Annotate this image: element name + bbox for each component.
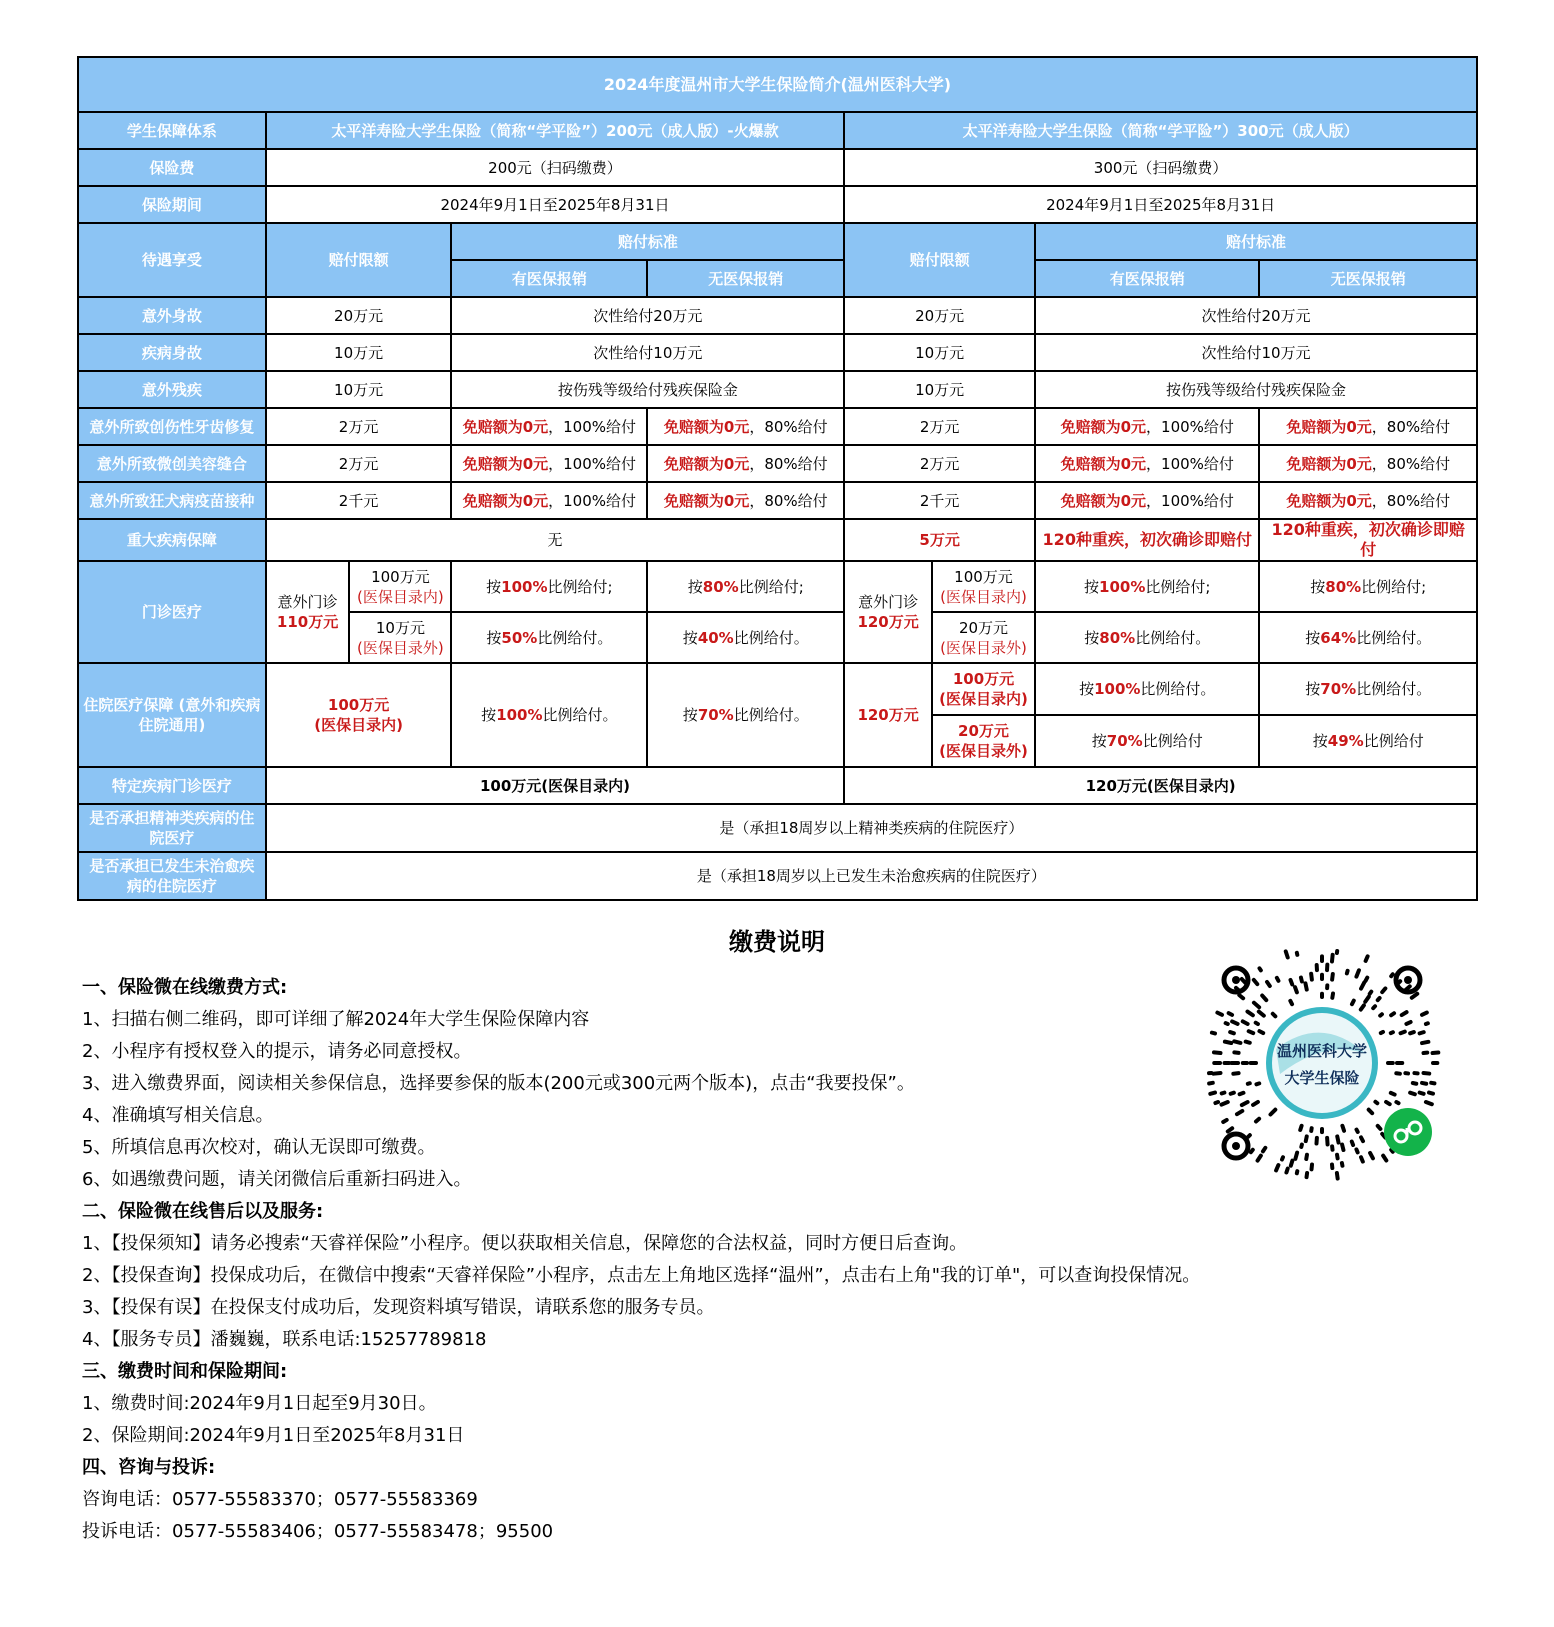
plan-b-special-disease: 120万元(医保目录内): [844, 767, 1477, 804]
qr-dot: [1332, 974, 1333, 980]
qr-dot: [1230, 1032, 1234, 1033]
plan-a-limit: 2千元: [266, 482, 452, 519]
qr-dot: [1286, 1169, 1287, 1173]
wechat-mini-program-icon: [1384, 1108, 1432, 1156]
row-label: 特定疾病门诊医疗: [78, 767, 266, 804]
qr-dot: [1375, 1102, 1377, 1103]
qr-dot: [1424, 1073, 1430, 1074]
qr-dot: [1365, 997, 1369, 1002]
plan-a-with-insurance: 免赔额为0元，100%给付: [451, 482, 647, 519]
row-label: 是否承担已发生未治愈疾病的住院医疗: [78, 852, 266, 900]
qr-dot: [1217, 1013, 1222, 1015]
qr-dot: [1267, 982, 1270, 986]
qr-dot: [1270, 1110, 1275, 1115]
qr-dot: [1259, 968, 1260, 970]
qr-dot: [1231, 1093, 1234, 1094]
plan-a-limit: 10万元: [266, 334, 452, 371]
qr-dot: [1240, 1093, 1244, 1094]
plan-a-with-insurance: 按100%比例给付;: [451, 561, 647, 612]
qr-dot: [1256, 1119, 1259, 1122]
plan-a-period: 2024年9月1日至2025年8月31日: [266, 186, 845, 223]
qr-dot: [1286, 951, 1288, 957]
qr-dot: [1342, 1126, 1344, 1131]
plan-b-with-insurance: 按100%比例给付。: [1035, 663, 1259, 715]
qr-dot: [1210, 1093, 1215, 1094]
qr-dot: [1396, 1102, 1398, 1103]
qr-dot: [1256, 1083, 1259, 1084]
qr-dot: [1306, 1136, 1307, 1141]
qr-dot: [1251, 1150, 1253, 1152]
insurance-table: [77, 56, 1478, 901]
plan-a-standard-header: 赔付标准: [451, 223, 844, 260]
qr-dot: [1410, 1093, 1415, 1095]
qr-dot: [1301, 978, 1302, 982]
qr-dot: [1212, 1033, 1215, 1034]
qr-dot: [1342, 1145, 1343, 1150]
row-label: 是否承担精神类疾病的住院医疗: [78, 804, 266, 852]
qr-dot: [1291, 980, 1293, 984]
qr-dot: [1332, 994, 1333, 998]
plan-b-without-insurance: 免赔额为0元，80%给付: [1259, 445, 1477, 482]
qr-dot: [1433, 1053, 1439, 1054]
qr-dot: [1248, 1135, 1250, 1137]
qr-dot: [1431, 1083, 1434, 1084]
note-line: 1、扫描右侧二维码，即可详细了解2024年大学生保险保障内容: [82, 1009, 590, 1030]
plan-b-in-list-limit: 100万元 (医保目录内): [932, 561, 1035, 612]
qr-dot: [1301, 1145, 1302, 1147]
row-label: 保险期间: [78, 186, 266, 223]
note-line: 2、小程序有授权登入的提示，请务必同意授权。: [82, 1041, 472, 1062]
qr-dot: [1356, 1149, 1357, 1152]
plan-b-without-insurance: 120种重疾，初次确诊即赔付: [1259, 519, 1477, 561]
qr-dot: [1234, 1041, 1240, 1043]
qr-dot: [1215, 1102, 1218, 1103]
plan-b-with-insurance: 120种重疾，初次确诊即赔付: [1035, 519, 1259, 561]
qr-dot: [1391, 1093, 1395, 1095]
qr-dot: [1263, 1148, 1265, 1152]
qr-dot: [1420, 1032, 1424, 1033]
qr-dot: [1248, 1083, 1250, 1084]
plan-a-out-list-limit: 10万元 (医保目录外): [349, 612, 451, 663]
plan-b-name: 太平洋寿险大学生保险（简称“学平险”）300元（成人版）: [844, 112, 1477, 149]
qr-dot: [1262, 996, 1266, 1001]
qr-dot: [1256, 1023, 1258, 1024]
qr-dot: [1399, 981, 1400, 983]
qr-dot: [1233, 1073, 1238, 1074]
plan-a-without-insurance: 按70%比例给付。: [647, 663, 844, 767]
plan-a-without-insurance: 按40%比例给付。: [647, 612, 844, 663]
qr-dot: [1413, 1083, 1416, 1084]
plan-b-limit: 2千元: [844, 482, 1035, 519]
qr-dot: [1254, 980, 1258, 984]
qr-dot: [1347, 971, 1348, 974]
mental-illness-coverage: 是（承担18周岁以上精神类疾病的住院医疗）: [266, 804, 1477, 852]
qr-dot: [1420, 1093, 1424, 1094]
qr-dot: [1282, 1157, 1283, 1159]
plan-a-premium: 200元（扫码缴费）: [266, 149, 845, 186]
qr-dot: [1402, 1012, 1407, 1015]
qr-finder-center: [1232, 976, 1240, 984]
plan-b-in-list-limit: 100万元 (医保目录内): [932, 663, 1035, 715]
qr-dot: [1366, 978, 1368, 981]
row-label: 意外所致创伤性牙齿修复: [78, 408, 266, 445]
plan-b-inpatient-total: 120万元: [844, 663, 932, 767]
plan-a-limit: 10万元: [266, 371, 452, 408]
qr-dot: [1332, 955, 1333, 962]
qr-dot: [1357, 1130, 1358, 1132]
qr-dot: [1242, 979, 1246, 983]
qr-dot: [1406, 1022, 1410, 1024]
row-label: 住院医疗保障 (意外和疾病住院通用): [78, 663, 266, 767]
plan-b-without-insurance: 按64%比例给付。: [1259, 612, 1477, 663]
plan-b-standard: 按伤残等级给付残疾保险金: [1035, 371, 1477, 408]
plan-b-standard-header: 赔付标准: [1035, 223, 1477, 260]
qr-dot: [1401, 1032, 1405, 1034]
plan-b-out-list-limit: 20万元 (医保目录外): [932, 612, 1035, 663]
qr-dot: [1307, 1173, 1308, 1177]
plan-a-in-list-limit: 100万元 (医保目录内): [349, 561, 451, 612]
plan-b-limit: 2万元: [844, 408, 1035, 445]
row-label: 意外残疾: [78, 371, 266, 408]
plan-a-without-insurance: 免赔额为0元，80%给付: [647, 482, 844, 519]
plan-b-limit: 10万元: [844, 334, 1035, 371]
section-heading: 三、缴费时间和保险期间:: [82, 1361, 288, 1382]
section-heading: 四、咨询与投诉:: [82, 1457, 216, 1478]
plan-b-limit: 5万元: [844, 519, 1035, 561]
plan-a-with-insurance: 免赔额为0元，100%给付: [451, 408, 647, 445]
qr-dot: [1259, 1031, 1263, 1033]
qr-dot: [1361, 1157, 1363, 1161]
qr-dot: [1366, 956, 1368, 961]
plan-a-special-disease: 100万元(医保目录内): [266, 767, 845, 804]
qr-dot: [1214, 1073, 1221, 1074]
row-label: 保险费: [78, 149, 266, 186]
plan-a-without-insurance: 免赔额为0元，80%给付: [647, 445, 844, 482]
plan-a-critical-illness: 无: [266, 519, 845, 561]
qr-dot: [1295, 1153, 1297, 1159]
note-line: 4、准确填写相关信息。: [82, 1105, 274, 1126]
table-title: 2024年度温州市大学生保险简介(温州医科大学): [78, 57, 1477, 112]
preexisting-coverage: 是（承担18周岁以上已发生未治愈疾病的住院医疗）: [266, 852, 1477, 900]
qr-dot: [1342, 1163, 1343, 1166]
note-line: 2、【投保查询】投保成功后，在微信中搜索“天睿祥保险”小程序，点击左上角地区选择“温州”，点击右上角"我的订单"，可以查询投保情况。: [82, 1265, 1201, 1286]
plan-a-standard: 次性给付20万元: [451, 297, 844, 334]
row-label: 意外身故: [78, 297, 266, 334]
plan-b-without-insurance: 免赔额为0元，80%给付: [1259, 482, 1477, 519]
qr-dot: [1221, 1102, 1227, 1105]
qr-dot: [1229, 1013, 1232, 1015]
qr-dot: [1290, 1001, 1292, 1004]
qr-dot: [1378, 998, 1380, 1000]
plan-b-limit-header: 赔付限额: [844, 223, 1035, 297]
row-label: 待遇享受: [78, 223, 266, 297]
qr-finder-center: [1404, 976, 1412, 984]
plan-a-with-insurance-header: 有医保报销: [451, 260, 647, 297]
qr-dot: [1247, 1012, 1252, 1016]
plan-a-limit: 2万元: [266, 408, 452, 445]
qr-dot: [1246, 1042, 1250, 1043]
plan-a-with-insurance: 按50%比例给付。: [451, 612, 647, 663]
plan-b-with-insurance: 按70%比例给付: [1035, 715, 1259, 767]
qr-dot: [1356, 970, 1359, 976]
plan-a-name: 太平洋寿险大学生保险（简称“学平险”）200元（成人版）-火爆款: [266, 112, 845, 149]
qr-dot: [1228, 1128, 1232, 1131]
qr-dot: [1214, 1052, 1221, 1053]
qr-dot: [1391, 1032, 1393, 1033]
qr-dot: [1209, 1083, 1213, 1084]
note-line: 1、【投保须知】请务必搜索“天睿祥保险”小程序。便以获取相关信息，保障您的合法权益，同时方便日后查询。: [82, 1233, 968, 1254]
plan-a-with-insurance: 免赔额为0元，100%给付: [451, 445, 647, 482]
qr-dot: [1254, 1003, 1259, 1008]
qr-dot: [1222, 1093, 1225, 1094]
plan-b-standard: 次性给付10万元: [1035, 334, 1477, 371]
qr-dot: [1300, 1126, 1301, 1130]
qr-dot: [1373, 1006, 1375, 1008]
plan-a-limit-header: 赔付限额: [266, 223, 452, 297]
plan-b-without-insurance: 按70%比例给付。: [1259, 663, 1477, 715]
plan-a-limit: 20万元: [266, 297, 452, 334]
plan-b-with-insurance: 免赔额为0元，100%给付: [1035, 482, 1259, 519]
plan-b-with-insurance-header: 有医保报销: [1035, 260, 1259, 297]
qr-dot: [1243, 1021, 1248, 1024]
plan-b-period: 2024年9月1日至2025年8月31日: [844, 186, 1477, 223]
qr-dot: [1234, 1052, 1238, 1053]
note-line: 2、保险期间:2024年9月1日至2025年8月31日: [82, 1425, 465, 1446]
qr-dot: [1378, 1126, 1381, 1129]
qr-dot: [1305, 983, 1306, 989]
qr-dot: [1295, 987, 1297, 992]
plan-a-without-insurance-header: 无医保报销: [647, 260, 844, 297]
qr-dot: [1258, 1156, 1261, 1161]
plan-b-with-insurance: 按80%比例给付。: [1035, 612, 1259, 663]
note-line: 3、【投保有误】在投保支付成功后，发现资料填写错误，请联系您的服务专员。: [82, 1297, 715, 1318]
qr-dot: [1380, 1014, 1382, 1015]
section-heading: 一、保险微在线缴费方式:: [82, 977, 288, 998]
qr-dot: [1276, 1165, 1278, 1170]
plan-b-with-insurance: 按100%比例给付;: [1035, 561, 1259, 612]
plan-a-standard: 按伤残等级给付残疾保险金: [451, 371, 844, 408]
plan-b-premium: 300元（扫码缴费）: [844, 149, 1477, 186]
qr-dot: [1382, 988, 1385, 992]
note-line: 咨询电话：0577-55583370；0577-55583369: [82, 1489, 478, 1510]
plan-a-with-insurance: 按100%比例给付。: [451, 663, 647, 767]
note-line: 1、缴费时间:2024年9月1日起至9月30日。: [82, 1393, 437, 1414]
qr-dot: [1386, 1102, 1390, 1104]
row-label: 重大疾病保障: [78, 519, 266, 561]
plan-a-inpatient-limit: 100万元 (医保目录内): [266, 663, 452, 767]
note-line: 5、所填信息再次校对，确认无误即可缴费。: [82, 1137, 436, 1158]
qr-finder-center: [1232, 1142, 1240, 1150]
qr-dot: [1232, 1021, 1237, 1024]
plan-a-standard: 次性给付10万元: [451, 334, 844, 371]
qr-dot: [1223, 1120, 1226, 1122]
qr-dot: [1426, 1023, 1428, 1024]
mini-program-qr-code[interactable]: [1196, 944, 1448, 1182]
qr-dot: [1337, 1173, 1338, 1179]
qr-dot: [1429, 1093, 1433, 1094]
plan-a-outpatient-total: 意外门诊 110万元: [266, 561, 350, 663]
qr-dot: [1410, 1032, 1414, 1033]
qr-label-line1: 温州医科大学: [1276, 1042, 1368, 1060]
qr-dot: [1383, 1156, 1386, 1161]
qr-dot: [1426, 1102, 1432, 1104]
qr-dot: [1369, 1110, 1372, 1113]
qr-dot: [1412, 994, 1417, 998]
qr-dot: [1391, 1013, 1394, 1015]
plan-a-without-insurance: 按80%比例给付;: [647, 561, 844, 612]
qr-dot: [1291, 1161, 1293, 1166]
plan-b-limit: 20万元: [844, 297, 1035, 334]
plan-a-without-insurance: 免赔额为0元，80%给付: [647, 408, 844, 445]
qr-dot: [1239, 995, 1243, 998]
qr-dot: [1237, 1111, 1242, 1114]
row-label: 学生保障体系: [78, 112, 266, 149]
plan-b-without-insurance: 按49%比例给付: [1259, 715, 1477, 767]
qr-dot: [1242, 1102, 1248, 1105]
plan-a-limit: 2万元: [266, 445, 452, 482]
plan-b-with-insurance: 免赔额为0元，100%给付: [1035, 445, 1259, 482]
qr-dot: [1381, 1032, 1383, 1033]
note-line: 3、进入缴费界面，阅读相关参保信息，选择要参保的版本(200元或300元两个版本)，点击“我要投保”。: [82, 1073, 915, 1094]
qr-dot: [1277, 978, 1279, 981]
row-label: 意外所致狂犬病疫苗接种: [78, 482, 266, 519]
notes-title: 缴费说明: [729, 928, 825, 956]
plan-b-without-insurance: 按80%比例给付;: [1259, 561, 1477, 612]
note-line: 6、如遇缴费问题，请关闭微信后重新扫码进入。: [82, 1169, 472, 1190]
qr-dot: [1259, 1012, 1264, 1016]
qr-dot: [1337, 1136, 1338, 1142]
note-line: 投诉电话：0577-55583406；0577-55583478；95500: [82, 1521, 554, 1542]
qr-dot: [1352, 1001, 1354, 1005]
qr-dot: [1370, 1153, 1373, 1158]
plan-b-without-insurance: 免赔额为0元，80%给付: [1259, 408, 1477, 445]
qr-dot: [1306, 1155, 1307, 1159]
row-label: 疾病身故: [78, 334, 266, 371]
qr-dot: [1391, 974, 1393, 976]
qr-dot: [1225, 1042, 1231, 1043]
qr-dot: [1337, 1155, 1338, 1159]
section-heading: 二、保险微在线售后以及服务:: [82, 1201, 324, 1222]
plan-b-standard: 次性给付20万元: [1035, 297, 1477, 334]
qr-dot: [1253, 1102, 1258, 1105]
plan-b-with-insurance: 免赔额为0元，100%给付: [1035, 408, 1259, 445]
qr-dot: [1422, 1042, 1428, 1043]
plan-b-limit: 10万元: [844, 371, 1035, 408]
plan-b-without-insurance-header: 无医保报销: [1259, 260, 1477, 297]
qr-dot: [1361, 1005, 1364, 1009]
note-line: 4、【服务专员】潘巍巍，联系电话:15257789818: [82, 1329, 487, 1350]
row-label: 意外所致微创美容缝合: [78, 445, 266, 482]
qr-dot: [1370, 992, 1372, 994]
qr-dot: [1361, 1137, 1363, 1141]
plan-b-outpatient-total: 意外门诊 120万元: [844, 561, 932, 663]
qr-dot: [1352, 1142, 1353, 1145]
qr-label-line2: 大学生保险: [1284, 1069, 1360, 1087]
row-label: 门诊医疗: [78, 561, 266, 663]
plan-b-out-list-limit: 20万元 (医保目录外): [932, 715, 1035, 767]
qr-dot: [1273, 1014, 1276, 1017]
qr-dot: [1226, 1023, 1228, 1024]
qr-dot: [1249, 1031, 1254, 1033]
qr-dot: [1361, 982, 1364, 988]
plan-b-limit: 2万元: [844, 445, 1035, 482]
qr-dot: [1311, 974, 1312, 980]
qr-dot: [1422, 1013, 1427, 1015]
qr-dot: [1422, 1083, 1426, 1084]
